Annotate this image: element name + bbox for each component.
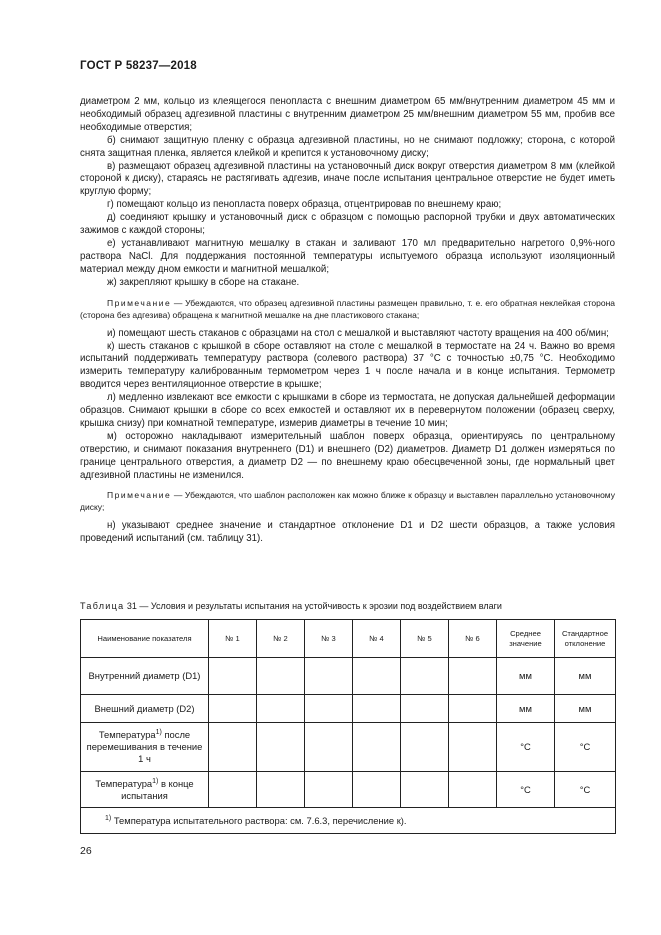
list-item-v: в) размещают образец адгезивной пластины на установочный диск вокруг отверстия диаметром 8 мм (клейкой стороной к диску), стараясь не растягивать адгезив, иначе после испытания центральное отверстие не будет иметь круглую форму; bbox=[80, 160, 615, 198]
table-cell bbox=[353, 772, 401, 808]
footnote-mark: 1) bbox=[105, 814, 112, 822]
table-cell bbox=[257, 695, 305, 723]
column-header: Наименование показателя bbox=[81, 620, 209, 658]
page-number: 26 bbox=[80, 845, 92, 857]
table-cell bbox=[305, 723, 353, 772]
document-header: ГОСТ Р 58237—2018 bbox=[80, 60, 197, 72]
footnote-ref: 1) bbox=[152, 777, 159, 785]
row-label: Внешний диаметр (D2) bbox=[81, 695, 209, 723]
table-header-row bbox=[81, 620, 616, 658]
paragraph-continuation: диаметром 2 мм, кольцо из клеящегося пенопласта с внешним диаметром 65 мм/внутренним диаметром 45 мм и необходимый образец адгезивной пластины с внутренним диаметром 25 мм/внешним диаметром 55 мм, пробив все необходимые отверстия; bbox=[80, 96, 615, 133]
list-item-e: е) устанавливают магнитную мешалку в стакан и заливают 170 мл предварительно нагретого 0,9%-ного раствора NaCl. Для поддержания постоянной температуры испытуемого образца используют изоляционный материал между дном емкости и магнитной мешалкой; bbox=[80, 237, 615, 275]
document-body bbox=[80, 96, 615, 546]
table-caption bbox=[80, 601, 620, 611]
list-item-d: д) соединяют крышку и установочный диск с образцом с помощью распорной трубки и двух автоматических зажимов с каждой стороны; bbox=[80, 212, 615, 237]
note-text: — Убеждаются, что шаблон расположен как можно ближе к образцу и выставлен параллельно установочному диску; bbox=[80, 490, 615, 513]
mean-unit-cell: °С bbox=[497, 772, 555, 808]
table-cell bbox=[305, 772, 353, 808]
table-footnote-row bbox=[81, 808, 616, 834]
list-item-n: н) указывают среднее значение и стандартное отклонение D1 и D2 шести образцов, а также условия проведений испытаний (см. таблицу 31). bbox=[80, 520, 615, 545]
mean-unit-cell: мм bbox=[497, 695, 555, 723]
row-label: Температура$^{1)}$ в конце испытания bbox=[81, 772, 209, 808]
column-header: № 3 bbox=[305, 620, 353, 658]
sd-unit-cell: мм bbox=[555, 695, 616, 723]
table-row bbox=[81, 723, 616, 772]
table-footnote: $^{1)}$ Температура испытательного раствора: см. 7.6.3, перечисление к). bbox=[81, 808, 616, 834]
list-item-b: б) снимают защитную пленку с образца адгезивной пластины, но не снимают подложку; сторона, с которой снята защитная пленка, является клейкой и крепится к установочному диску; bbox=[80, 134, 615, 159]
table-cell bbox=[209, 658, 257, 695]
table-row bbox=[81, 658, 616, 695]
note-2 bbox=[80, 489, 615, 513]
table-cell bbox=[257, 723, 305, 772]
table-cell bbox=[353, 723, 401, 772]
table-caption-label: Таблица bbox=[80, 601, 125, 611]
mean-unit-cell: мм bbox=[497, 658, 555, 695]
row-label: Температура$^{1)}$ после перемешивания в течение 1 ч bbox=[81, 723, 209, 772]
column-header: № 1 bbox=[209, 620, 257, 658]
table-caption-text: 31 — Условия и результаты испытания на устойчивость к эрозии под воздействием влаги bbox=[124, 601, 502, 611]
note-label: Примечание bbox=[107, 297, 172, 308]
results-table bbox=[80, 619, 616, 834]
table-row bbox=[81, 772, 616, 808]
mean-unit-cell: °С bbox=[497, 723, 555, 772]
column-header: Стандартное отклонение bbox=[555, 620, 616, 658]
note-label: Примечание bbox=[107, 490, 172, 501]
table-row bbox=[81, 695, 616, 723]
row-label: Внутренний диаметр (D1) bbox=[81, 658, 209, 695]
table-cell bbox=[449, 695, 497, 723]
table-cell bbox=[305, 695, 353, 723]
table-cell bbox=[209, 772, 257, 808]
note-text: — Убеждаются, что образец адгезивной пластины размещен правильно, т. е. его обратная неклейкая сторона (сторона без адгезива) обращена к магнитной мешалке на дне пластикового стакана; bbox=[80, 297, 615, 320]
table-cell bbox=[305, 658, 353, 695]
list-item-m: м) осторожно накладывают измерительный шаблон поверх образца, ориентируясь по центральному отверстию, и снимают показания внутреннего (D1) и внешнего (D2) диаметров. Диаметр D1 должен измеряться по границе центрального отверстия, а диаметр D2 — по внешнему краю обесцвеченной зоны, где нормальный цвет адгезивной пластины не изменился. bbox=[80, 430, 615, 481]
table-cell bbox=[209, 723, 257, 772]
table-cell bbox=[401, 723, 449, 772]
table-cell bbox=[449, 723, 497, 772]
table-cell bbox=[209, 695, 257, 723]
table-cell bbox=[353, 695, 401, 723]
sd-unit-cell: мм bbox=[555, 658, 616, 695]
sd-unit-cell: °С bbox=[555, 772, 616, 808]
table-cell bbox=[401, 772, 449, 808]
table-cell bbox=[449, 658, 497, 695]
sd-unit-cell: °С bbox=[555, 723, 616, 772]
column-header: № 5 bbox=[401, 620, 449, 658]
column-header: № 2 bbox=[257, 620, 305, 658]
list-item-l: л) медленно извлекают все емкости с крышками в сборе из термостата, не допуская дальнейшей деформации образцов. Снимают крышки в сборе со всех емкостей и оставляют их в перевернутом положении (образец сверху, крышка снизу) при комнатной температуре, измерив диаметры в течение 10 мин; bbox=[80, 392, 615, 429]
table-cell bbox=[257, 658, 305, 695]
list-item-g: г) помещают кольцо из пенопласта поверх образца, отцентрировав по внешнему краю; bbox=[107, 199, 502, 211]
list-item-zh: ж) закрепляют крышку в сборе на стакане. bbox=[107, 276, 300, 288]
table-cell bbox=[257, 772, 305, 808]
column-header: № 4 bbox=[353, 620, 401, 658]
column-header: № 6 bbox=[449, 620, 497, 658]
column-header: Среднее значение bbox=[497, 620, 555, 658]
list-item-i: и) помещают шесть стаканов с образцами на стол с мешалкой и выставляют частоту вращения на 400 об/мин; bbox=[107, 327, 609, 339]
note-1 bbox=[80, 297, 615, 321]
table-cell bbox=[353, 658, 401, 695]
list-item-k: к) шесть стаканов с крышкой в сборе оставляют на столе с мешалкой в термостате на 24 ч. Важно во время испытаний поддерживать температуру раствора (солевого раствора) 37 °С с точностью ±0,75 °С. Необходимо измерить температуру калиброванным термометром через 1 ч после начала и в конце испытания. Термометр вводится через вентиляционное отверстие в крышке; bbox=[80, 340, 615, 391]
table-cell bbox=[401, 695, 449, 723]
table-cell bbox=[401, 658, 449, 695]
table-cell bbox=[449, 772, 497, 808]
footnote-ref: 1) bbox=[155, 728, 162, 736]
